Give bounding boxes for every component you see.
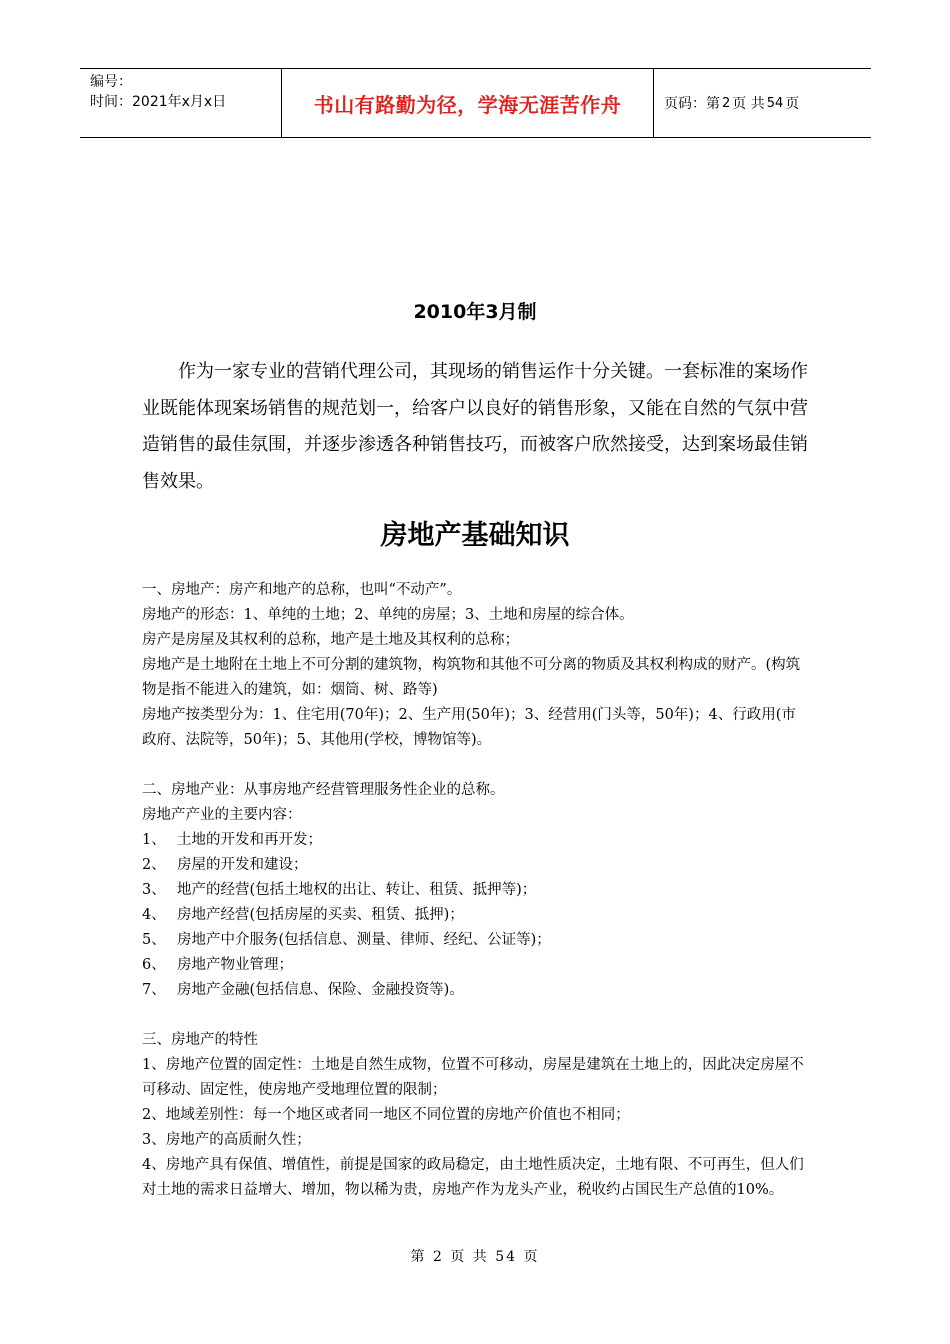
- document-body: [142, 578, 808, 1203]
- spacer: [142, 753, 808, 778]
- s2-sub: 房地产产业的主要内容：: [142, 807, 302, 823]
- list-item: [142, 878, 808, 903]
- s3-line: 2、地域差别性：每一个地区或者同一地区不同位置的房地产价值也不相同；: [142, 1107, 630, 1123]
- list-text: 地产的经营(包括土地权的出让、转让、租赁、抵押等)；: [177, 882, 537, 898]
- s1-line: 房地产的形态：1、单纯的土地；2、单纯的房屋；3、土地和房屋的综合体。: [142, 607, 634, 623]
- s2-heading: 二、房地产业：从事房地产经营管理服务性企业的总称。: [142, 782, 505, 798]
- list-text: 房屋的开发和建设；: [177, 857, 308, 873]
- s3-line: 4、房地产具有保值、增值性，前提是国家的政局稳定，由土地性质决定，土地有限、不可再生，但人们对土地的需求日益增大、增加，物以稀为贵，房地产作为龙头产业，税收约占国民生产总值的10%。: [142, 1157, 804, 1198]
- number-label: 编号：: [90, 74, 132, 90]
- s1-line: 房地产是土地附在土地上不可分割的建筑物，构筑物和其他不可分离的物质及其权利构成的财产。(构筑物是指不能进入的建筑，如：烟筒、树、路等): [142, 657, 801, 698]
- list-item: [142, 828, 808, 853]
- list-number: 3、: [142, 882, 166, 898]
- list-number: 4、: [142, 907, 166, 923]
- page-mid: 页 共: [732, 96, 765, 112]
- s1-line: 房地产按类型分为：1、住宅用(70年)；2、生产用(50年)；3、经营用(门头等，50年)；4、行政用(市政府、法院等，50年)；5、其他用(学校，博物馆等)。: [142, 707, 796, 748]
- list-text: 房地产物业管理；: [177, 957, 293, 973]
- page-end: 页: [785, 96, 800, 112]
- section-title: 房地产基础知识: [380, 520, 570, 551]
- header-meta: [80, 69, 281, 137]
- list-number: 5、: [142, 932, 166, 948]
- page-total: 54: [766, 95, 784, 111]
- s3-line: 3、房地产的高质耐久性；: [142, 1132, 311, 1148]
- list-item: [142, 978, 808, 1003]
- s1-heading: 一、房地产：房产和地产的总称，也叫“不动产”。: [142, 582, 462, 598]
- list-text: 房地产金融(包括信息、保险、金融投资等)。: [177, 982, 464, 998]
- intro-paragraph: 作为一家专业的营销代理公司，其现场的销售运作十分关键。一套标准的案场作业既能体现案场销售的规范划一，给客户以良好的销售形象，又能在自然的气氛中营造销售的最佳氛围，并逐步渗透各种销售技巧，而被客户欣然接受，达到案场最佳销售效果。: [142, 361, 808, 492]
- list-item: [142, 928, 808, 953]
- list-item: [142, 903, 808, 928]
- list-item: [142, 953, 808, 978]
- list-text: 房地产中介服务(包括信息、测量、律师、经纪、公证等)；: [177, 932, 551, 948]
- page-current: 2: [722, 95, 731, 111]
- page-footer: 第 2 页 共 54 页: [410, 1249, 540, 1265]
- made-date: 2010年3月制: [413, 301, 537, 323]
- header-motto: 书山有路勤为径，学海无涯苦作舟: [313, 92, 622, 117]
- list-number: 1、: [142, 832, 166, 848]
- list-number: 6、: [142, 957, 166, 973]
- header-page-info: [654, 69, 871, 137]
- s3-heading: 三、房地产的特性: [142, 1032, 258, 1048]
- list-item: [142, 853, 808, 878]
- page-label: 页码：第: [664, 96, 720, 112]
- spacer: [142, 1003, 808, 1028]
- list-text: 房地产经营(包括房屋的买卖、租赁、抵押)；: [177, 907, 464, 923]
- s3-line: 1、房地产位置的固定性：土地是自然生成物，位置不可移动，房屋是建筑在土地上的，因此决定房屋不可移动、固定性，使房地产受地理位置的限制；: [142, 1057, 804, 1098]
- header-motto-cell: [281, 69, 654, 137]
- document-header: [80, 68, 871, 138]
- list-number: 7、: [142, 982, 166, 998]
- list-number: 2、: [142, 857, 166, 873]
- s1-line: 房产是房屋及其权利的总称，地产是土地及其权利的总称；: [142, 632, 519, 648]
- time-label: 时间：2021年x月x日: [90, 94, 227, 110]
- list-text: 土地的开发和再开发；: [177, 832, 322, 848]
